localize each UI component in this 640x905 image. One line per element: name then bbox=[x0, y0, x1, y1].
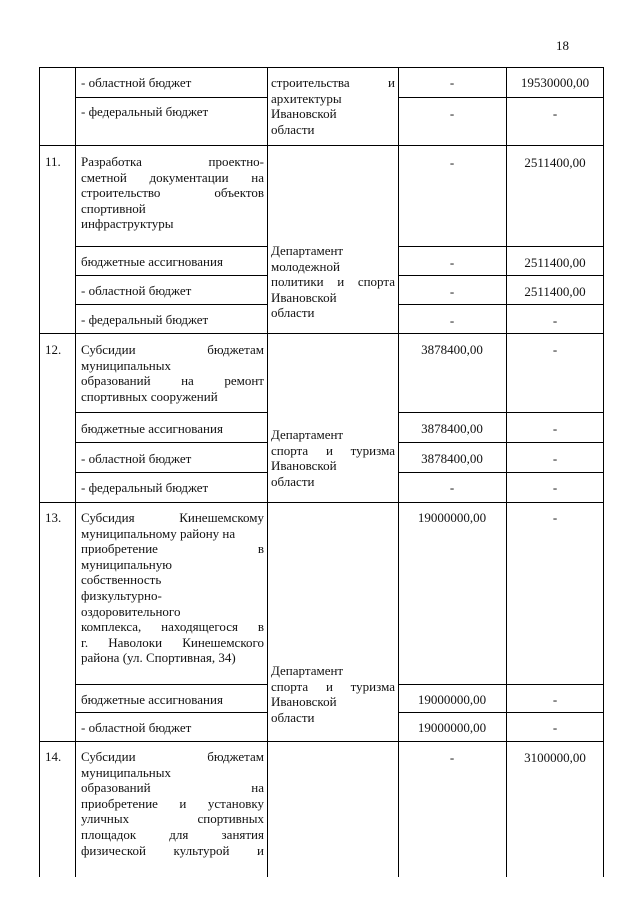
row-number: 13. bbox=[45, 510, 62, 525]
row-amount-1: - bbox=[449, 106, 455, 121]
row-amount-1: - bbox=[449, 155, 455, 170]
grid-line bbox=[75, 442, 268, 443]
grid-line bbox=[398, 412, 604, 413]
row-title: Субсидия Кинешемскому муниципальному району на приобретение в муниципальную собственность физкультурно- оздоровительного комплекса, находящегося в г. Наволоки Кинешемского района (ул. Спортивная, 34) bbox=[81, 510, 264, 666]
grid-line bbox=[398, 712, 604, 713]
grid-line bbox=[39, 502, 604, 503]
grid-line bbox=[39, 333, 604, 334]
row-label: - федеральный бюджет bbox=[81, 480, 209, 495]
grid-line bbox=[39, 67, 40, 877]
grid-line bbox=[39, 145, 604, 146]
row-label: - федеральный бюджет bbox=[81, 104, 209, 119]
grid-line bbox=[75, 97, 268, 98]
grid-line bbox=[75, 712, 268, 713]
row-label: - областной бюджет bbox=[81, 283, 192, 298]
grid-line bbox=[398, 246, 604, 247]
grid-line bbox=[39, 67, 604, 68]
grid-line bbox=[398, 304, 604, 305]
grid-line bbox=[398, 684, 604, 685]
row-amount-2: 3100000,00 bbox=[524, 750, 586, 765]
row-title: Субсидии бюджетам муниципальных образований на ремонт спортивных сооружений bbox=[81, 342, 264, 404]
row-amount-1: 3878400,00 bbox=[421, 342, 483, 357]
row-number: 12. bbox=[45, 342, 62, 357]
row-amount-1: - bbox=[449, 313, 455, 328]
grid-line bbox=[75, 275, 268, 276]
row-amount-1: - bbox=[449, 480, 455, 495]
row-label: - областной бюджет bbox=[81, 75, 192, 90]
row-label: бюджетные ассигнования bbox=[81, 692, 223, 707]
grid-line bbox=[398, 275, 604, 276]
row-amount-1: 19000000,00 bbox=[417, 510, 487, 525]
row-number: 14. bbox=[45, 749, 62, 764]
responsible-department: Департамент молодежной политики и спорта Ивановской области bbox=[271, 243, 395, 321]
row-label: бюджетные ассигнования bbox=[81, 421, 223, 436]
grid-line bbox=[75, 684, 268, 685]
row-title: Разработка проектно- сметной документации на строительство объектов спортивной инфраструктуры bbox=[81, 154, 264, 232]
row-amount-1: - bbox=[449, 284, 455, 299]
row-amount-2: - bbox=[552, 342, 558, 357]
grid-line bbox=[398, 442, 604, 443]
row-amount-2: - bbox=[552, 480, 558, 495]
row-amount-2: 2511400,00 bbox=[524, 284, 586, 299]
row-amount-2: - bbox=[552, 510, 558, 525]
row-amount-2: 2511400,00 bbox=[524, 155, 586, 170]
row-label: бюджетные ассигнования bbox=[81, 254, 223, 269]
responsible-department: строительства и архитектуры Ивановской области bbox=[271, 75, 395, 137]
row-amount-1: - bbox=[449, 255, 455, 270]
grid-line bbox=[75, 246, 268, 247]
grid-line bbox=[75, 412, 268, 413]
row-amount-2: - bbox=[552, 313, 558, 328]
row-amount-2: 2511400,00 bbox=[524, 255, 586, 270]
row-label: - областной бюджет bbox=[81, 451, 192, 466]
row-number: 11. bbox=[45, 154, 61, 169]
grid-line bbox=[39, 741, 604, 742]
row-amount-2: - bbox=[552, 692, 558, 707]
row-amount-1: - bbox=[449, 75, 455, 90]
grid-line bbox=[75, 472, 268, 473]
row-amount-2: - bbox=[552, 720, 558, 735]
row-amount-1: 19000000,00 bbox=[417, 720, 487, 735]
row-label: - областной бюджет bbox=[81, 720, 192, 735]
page-number: 18 bbox=[556, 38, 569, 53]
responsible-department: Департамент спорта и туризма Ивановской области bbox=[271, 427, 395, 489]
row-amount-1: 3878400,00 bbox=[421, 451, 483, 466]
row-label: - федеральный бюджет bbox=[81, 312, 209, 327]
grid-line bbox=[75, 304, 268, 305]
grid-line bbox=[398, 97, 604, 98]
row-title: Субсидии бюджетам муниципальных образований на приобретение и установку уличных спортивных площадок для занятия физической культурой и bbox=[81, 749, 264, 858]
grid-line bbox=[398, 472, 604, 473]
row-amount-1: 3878400,00 bbox=[421, 421, 483, 436]
row-amount-2: 19530000,00 bbox=[520, 75, 590, 90]
responsible-department: Департамент спорта и туризма Ивановской области bbox=[271, 663, 395, 725]
row-amount-2: - bbox=[552, 106, 558, 121]
row-amount-1: - bbox=[449, 750, 455, 765]
row-amount-1: 19000000,00 bbox=[417, 692, 487, 707]
row-amount-2: - bbox=[552, 451, 558, 466]
row-amount-2: - bbox=[552, 421, 558, 436]
